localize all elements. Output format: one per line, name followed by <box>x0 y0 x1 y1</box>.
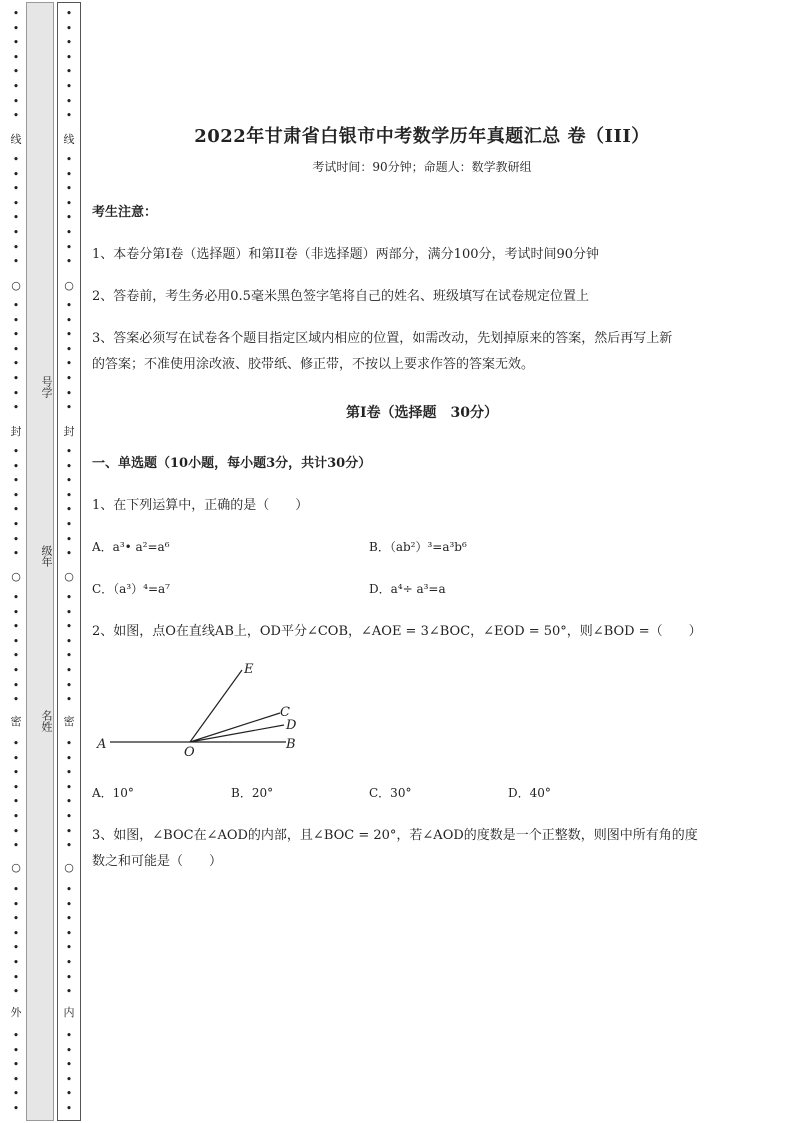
inner-binding-dot: • <box>65 50 73 64</box>
q1-stem: 1、在下列运算中，正确的是（ ） <box>92 498 309 513</box>
inner-binding-dot: • <box>65 824 73 838</box>
outer-binding-dot: • <box>12 693 20 707</box>
inner-binding-dot: • <box>65 547 73 561</box>
outer-binding-dot: • <box>12 547 20 561</box>
inner-binding-dot: • <box>65 299 73 312</box>
inner-binding-dot: • <box>65 780 73 794</box>
inner-binding-dot: • <box>65 737 73 750</box>
outer-binding-dot: • <box>12 985 20 999</box>
outer-binding-dot: • <box>12 634 20 648</box>
inner-binding-dot: • <box>65 795 73 809</box>
inner-binding-dot: • <box>65 532 73 546</box>
outer-binding-mark: 外 <box>10 1006 22 1019</box>
inner-binding-dot: • <box>65 634 73 648</box>
inner-binding-dot: • <box>65 839 73 853</box>
exam-title: 2022年甘肃省白银市中考数学历年真题汇总 卷（III） <box>194 126 650 147</box>
outer-binding-dot: • <box>12 824 20 838</box>
outer-binding-dot: • <box>12 109 20 123</box>
outer-binding-dot: • <box>12 591 20 604</box>
q2-option-b: B．20° <box>231 786 274 800</box>
inner-binding-dot: • <box>65 591 73 604</box>
inner-binding-dot: • <box>65 941 73 955</box>
inner-binding-dot: • <box>65 226 73 239</box>
outer-binding-dot: • <box>12 474 20 488</box>
inner-binding-dot: • <box>65 503 73 517</box>
outer-binding-column <box>4 0 28 1123</box>
inner-binding-dot: • <box>65 1087 73 1101</box>
outer-binding-dot: • <box>12 313 20 327</box>
inner-binding-dot: • <box>65 401 73 415</box>
inner-binding-dot: • <box>65 7 73 20</box>
inner-binding-mark: 线 <box>63 133 75 146</box>
outer-binding-dot: • <box>12 518 20 531</box>
inner-binding-dot: • <box>65 883 73 896</box>
name-label: 名姓 <box>40 710 53 732</box>
notice-item-2: 2、答卷前，考生务必用0.5毫米黑色签字笔将自己的姓名、班级填写在试卷规定位置上 <box>92 289 589 304</box>
outer-binding-dot: • <box>12 810 20 823</box>
outer-binding-dot: • <box>12 897 20 911</box>
part-heading: 一、单选题（10小题，每小题3分，共计30分） <box>92 456 372 471</box>
inner-binding-dot: • <box>65 664 73 677</box>
inner-binding-dot: • <box>65 649 73 663</box>
inner-binding-dot: • <box>65 182 73 196</box>
outer-binding-dot: • <box>12 1029 20 1042</box>
outer-binding-dot: • <box>12 7 20 20</box>
inner-binding-dot: • <box>65 897 73 911</box>
q1-option-c: C．（a³）⁴=a⁷ <box>92 582 170 596</box>
outer-binding-mark: 封 <box>10 425 22 438</box>
label-c: C <box>280 705 290 720</box>
inner-binding-dot: • <box>65 970 73 984</box>
inner-binding-dot: • <box>65 678 73 692</box>
outer-binding-dot: • <box>12 342 20 356</box>
outer-binding-dot: • <box>12 21 20 35</box>
inner-binding-dot: • <box>65 620 73 634</box>
label-o: O <box>184 745 195 760</box>
ray-oc <box>190 713 280 742</box>
ray-oe <box>190 670 242 742</box>
outer-binding-dot: • <box>12 255 20 269</box>
outer-binding-dot: • <box>12 50 20 64</box>
inner-binding-dot: • <box>65 386 73 400</box>
inner-binding-dot: • <box>65 153 73 166</box>
outer-binding-dot: • <box>12 488 20 502</box>
inner-binding-dot: • <box>65 240 73 254</box>
inner-binding-dot: • <box>65 196 73 210</box>
outer-binding-dot: • <box>12 167 20 181</box>
outer-binding-dot: • <box>12 883 20 896</box>
outer-binding-dot: • <box>12 649 20 663</box>
inner-binding-mark: 内 <box>63 1006 75 1019</box>
inner-binding-dot: • <box>65 109 73 123</box>
outer-binding-mark: ○ <box>11 279 21 292</box>
inner-binding-dot: • <box>65 372 73 385</box>
q1-option-b: B．（ab²）³=a³b⁶ <box>369 540 467 554</box>
outer-binding-dot: • <box>12 1072 20 1086</box>
inner-binding-dot: • <box>65 605 73 619</box>
inner-binding-dot: • <box>65 1043 73 1057</box>
inner-binding-dot: • <box>65 518 73 531</box>
outer-binding-dot: • <box>12 926 20 940</box>
outer-binding-dot: • <box>12 620 20 634</box>
inner-binding-dot: • <box>65 342 73 356</box>
outer-binding-dot: • <box>12 970 20 984</box>
q1-option-a: A．a³• a²=a⁶ <box>92 540 170 554</box>
outer-binding-dot: • <box>12 956 20 969</box>
inner-binding-dot: • <box>65 810 73 823</box>
outer-binding-mark: 密 <box>10 715 22 728</box>
outer-binding-dot: • <box>12 912 20 926</box>
inner-binding-dot: • <box>65 474 73 488</box>
inner-binding-dot: • <box>65 80 73 93</box>
inner-binding-dot: • <box>65 912 73 926</box>
outer-binding-mark: ○ <box>11 861 21 874</box>
outer-binding-dot: • <box>12 80 20 93</box>
outer-binding-dot: • <box>12 459 20 473</box>
outer-binding-dot: • <box>12 1102 20 1115</box>
inner-binding-dot: • <box>65 1029 73 1042</box>
outer-binding-dot: • <box>12 211 20 225</box>
inner-binding-dot: • <box>65 693 73 707</box>
outer-binding-dot: • <box>12 94 20 108</box>
inner-binding-dot: • <box>65 94 73 108</box>
outer-binding-dot: • <box>12 605 20 619</box>
inner-binding-dot: • <box>65 459 73 473</box>
inner-binding-dot: • <box>65 766 73 780</box>
outer-binding-dot: • <box>12 839 20 853</box>
inner-binding-dot: • <box>65 956 73 969</box>
outer-binding-dot: • <box>12 1087 20 1101</box>
outer-binding-dot: • <box>12 36 20 50</box>
label-a: A <box>97 737 107 752</box>
inner-binding-dot: • <box>65 313 73 327</box>
inner-binding-column <box>57 0 81 1123</box>
outer-binding-dot: • <box>12 795 20 809</box>
outer-binding-dot: • <box>12 664 20 677</box>
label-b: B <box>286 737 296 752</box>
inner-binding-mark: ○ <box>64 861 74 874</box>
q2-stem: 2、如图，点O在直线AB上，OD平分∠COB，∠AOE = 3∠BOC，∠EOD = 50°，则∠BOD =（ ） <box>92 624 702 639</box>
outer-binding-dot: • <box>12 780 20 794</box>
q2-option-c: C．30° <box>369 786 412 800</box>
q2-option-d: D．40° <box>508 786 551 800</box>
inner-binding-mark: ○ <box>64 570 74 583</box>
inner-binding-dot: • <box>65 488 73 502</box>
label-e: E <box>244 662 254 677</box>
q2-angle-figure <box>92 655 312 765</box>
inner-binding-dot: • <box>65 1058 73 1072</box>
inner-binding-dot: • <box>65 1072 73 1086</box>
outer-binding-dot: • <box>12 240 20 254</box>
inner-binding-dot: • <box>65 255 73 269</box>
outer-binding-dot: • <box>12 153 20 166</box>
inner-binding-dot: • <box>65 167 73 181</box>
inner-binding-dot: • <box>65 985 73 999</box>
outer-binding-dot: • <box>12 503 20 517</box>
student-id-label: 号学 <box>40 376 53 398</box>
outer-binding-dot: • <box>12 751 20 765</box>
inner-binding-dot: • <box>65 328 73 342</box>
outer-binding-dot: • <box>12 532 20 546</box>
outer-binding-dot: • <box>12 1058 20 1072</box>
notice-item-1: 1、本卷分第I卷（选择题）和第II卷（非选择题）两部分，满分100分，考试时间90分钟 <box>92 247 600 262</box>
outer-binding-dot: • <box>12 1043 20 1057</box>
outer-binding-dot: • <box>12 357 20 371</box>
outer-binding-mark: ○ <box>11 570 21 583</box>
inner-binding-dot: • <box>65 211 73 225</box>
outer-binding-dot: • <box>12 372 20 385</box>
inner-binding-dot: • <box>65 751 73 765</box>
outer-binding-dot: • <box>12 65 20 79</box>
outer-binding-dot: • <box>12 737 20 750</box>
class-label: 级年 <box>40 545 53 567</box>
inner-binding-dot: • <box>65 36 73 50</box>
ray-od <box>190 725 284 742</box>
inner-binding-mark: ○ <box>64 279 74 292</box>
outer-binding-dot: • <box>12 196 20 210</box>
notice-item-3-cont: 的答案；不准使用涂改液、胶带纸、修正带，不按以上要求作答的答案无效。 <box>92 357 535 372</box>
q3-stem-line2: 数之和可能是（ ） <box>92 854 223 869</box>
inner-binding-dot: • <box>65 65 73 79</box>
outer-binding-dot: • <box>12 226 20 239</box>
notice-item-3: 3、答案必须写在试卷各个题目指定区域内相应的位置，如需改动，先划掉原来的答案，然后再写上新 <box>92 331 673 346</box>
q2-option-a: A．10° <box>92 786 134 800</box>
q3-stem-line1: 3、如图，∠BOC在∠AOD的内部，且∠BOC = 20°，若∠AOD的度数是一个正整数，则图中所有角的度 <box>92 828 698 843</box>
outer-binding-dot: • <box>12 299 20 312</box>
exam-subtitle: 考试时间：90分钟；命题人：数学教研组 <box>312 160 532 174</box>
outer-binding-dot: • <box>12 766 20 780</box>
inner-binding-dot: • <box>65 1102 73 1115</box>
outer-binding-dot: • <box>12 941 20 955</box>
outer-binding-dot: • <box>12 678 20 692</box>
outer-binding-mark: 线 <box>10 133 22 146</box>
section-title: 第I卷（选择题 30分） <box>345 405 499 421</box>
notice-heading: 考生注意： <box>92 205 158 220</box>
inner-binding-mark: 密 <box>63 715 75 728</box>
inner-binding-dot: • <box>65 357 73 371</box>
inner-binding-mark: 封 <box>63 425 75 438</box>
outer-binding-dot: • <box>12 182 20 196</box>
label-d: D <box>286 718 297 733</box>
inner-binding-dot: • <box>65 21 73 35</box>
q1-option-d: D．a⁴÷ a³=a <box>369 582 446 596</box>
outer-binding-dot: • <box>12 401 20 415</box>
outer-binding-dot: • <box>12 445 20 458</box>
inner-binding-dot: • <box>65 926 73 940</box>
outer-binding-dot: • <box>12 386 20 400</box>
outer-binding-dot: • <box>12 328 20 342</box>
inner-binding-dot: • <box>65 445 73 458</box>
